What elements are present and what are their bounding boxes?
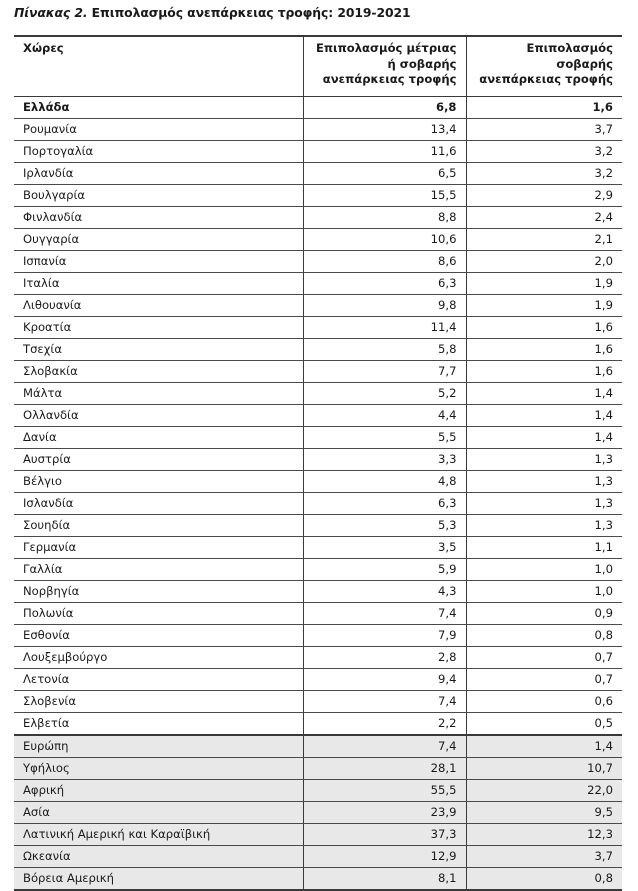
cell-severe: 3,2 bbox=[466, 140, 622, 162]
cell-country: Υφήλιος bbox=[14, 757, 303, 779]
table-row bbox=[14, 272, 622, 294]
cell-country: Πολωνία bbox=[14, 602, 303, 624]
cell-moderate-or-severe: 5,9 bbox=[303, 558, 466, 580]
table-row bbox=[14, 867, 622, 890]
table-row bbox=[14, 316, 622, 338]
cell-country: Λιθουανία bbox=[14, 294, 303, 316]
cell-country: Κροατία bbox=[14, 316, 303, 338]
column-header-moderate-or-severe: Επιπολασμός μέτριας ή σοβαρής ανεπάρκειας τροφής bbox=[303, 36, 466, 96]
table-row bbox=[14, 624, 622, 646]
cell-moderate-or-severe: 11,4 bbox=[303, 316, 466, 338]
cell-moderate-or-severe: 8,6 bbox=[303, 250, 466, 272]
cell-moderate-or-severe: 4,3 bbox=[303, 580, 466, 602]
table-row bbox=[14, 514, 622, 536]
cell-country: Νορβηγία bbox=[14, 580, 303, 602]
cell-moderate-or-severe: 6,5 bbox=[303, 162, 466, 184]
cell-severe: 3,7 bbox=[466, 845, 622, 867]
cell-moderate-or-severe: 10,6 bbox=[303, 228, 466, 250]
cell-moderate-or-severe: 8,1 bbox=[303, 867, 466, 890]
cell-severe: 1,6 bbox=[466, 96, 622, 118]
cell-moderate-or-severe: 6,3 bbox=[303, 492, 466, 514]
cell-country: Γερμανία bbox=[14, 536, 303, 558]
cell-severe: 0,8 bbox=[466, 624, 622, 646]
table-row bbox=[14, 118, 622, 140]
cell-moderate-or-severe: 7,9 bbox=[303, 624, 466, 646]
cell-severe: 2,9 bbox=[466, 184, 622, 206]
table-body bbox=[14, 96, 622, 890]
cell-severe: 3,2 bbox=[466, 162, 622, 184]
table-row bbox=[14, 206, 622, 228]
cell-moderate-or-severe: 5,8 bbox=[303, 338, 466, 360]
cell-country: Αφρική bbox=[14, 779, 303, 801]
cell-severe: 0,5 bbox=[466, 712, 622, 735]
cell-country: Λατινική Αμερική και Καραϊβική bbox=[14, 823, 303, 845]
cell-country: Σλοβενία bbox=[14, 690, 303, 712]
cell-moderate-or-severe: 7,4 bbox=[303, 602, 466, 624]
cell-country: Μάλτα bbox=[14, 382, 303, 404]
table-row bbox=[14, 404, 622, 426]
cell-moderate-or-severe: 28,1 bbox=[303, 757, 466, 779]
cell-country: Βέλγιο bbox=[14, 470, 303, 492]
cell-moderate-or-severe: 5,2 bbox=[303, 382, 466, 404]
table-row bbox=[14, 712, 622, 735]
cell-severe: 1,3 bbox=[466, 470, 622, 492]
cell-country: Ισπανία bbox=[14, 250, 303, 272]
cell-severe: 12,3 bbox=[466, 823, 622, 845]
cell-moderate-or-severe: 3,5 bbox=[303, 536, 466, 558]
table-row bbox=[14, 338, 622, 360]
cell-moderate-or-severe: 6,8 bbox=[303, 96, 466, 118]
table-row bbox=[14, 492, 622, 514]
cell-country: Ολλανδία bbox=[14, 404, 303, 426]
cell-severe: 0,7 bbox=[466, 668, 622, 690]
cell-moderate-or-severe: 7,7 bbox=[303, 360, 466, 382]
cell-country: Σλοβακία bbox=[14, 360, 303, 382]
cell-country: Ιταλία bbox=[14, 272, 303, 294]
cell-country: Αυστρία bbox=[14, 448, 303, 470]
cell-moderate-or-severe: 5,3 bbox=[303, 514, 466, 536]
cell-moderate-or-severe: 11,6 bbox=[303, 140, 466, 162]
table-row bbox=[14, 426, 622, 448]
cell-severe: 1,3 bbox=[466, 514, 622, 536]
cell-severe: 1,6 bbox=[466, 338, 622, 360]
cell-moderate-or-severe: 7,4 bbox=[303, 735, 466, 758]
cell-severe: 3,7 bbox=[466, 118, 622, 140]
cell-country: Ρουμανία bbox=[14, 118, 303, 140]
cell-moderate-or-severe: 2,8 bbox=[303, 646, 466, 668]
cell-severe: 1,9 bbox=[466, 272, 622, 294]
table-row bbox=[14, 294, 622, 316]
table-row bbox=[14, 162, 622, 184]
table-row bbox=[14, 690, 622, 712]
cell-country: Ασία bbox=[14, 801, 303, 823]
food-insecurity-table bbox=[14, 35, 622, 891]
cell-moderate-or-severe: 4,4 bbox=[303, 404, 466, 426]
table-row bbox=[14, 360, 622, 382]
table-header bbox=[14, 36, 622, 96]
cell-country: Ουγγαρία bbox=[14, 228, 303, 250]
cell-severe: 1,3 bbox=[466, 492, 622, 514]
cell-country: Λετονία bbox=[14, 668, 303, 690]
cell-moderate-or-severe: 3,3 bbox=[303, 448, 466, 470]
cell-severe: 1,9 bbox=[466, 294, 622, 316]
table-row bbox=[14, 823, 622, 845]
cell-moderate-or-severe: 2,2 bbox=[303, 712, 466, 735]
table-row bbox=[14, 536, 622, 558]
cell-moderate-or-severe: 55,5 bbox=[303, 779, 466, 801]
table-caption bbox=[14, 4, 624, 22]
cell-moderate-or-severe: 13,4 bbox=[303, 118, 466, 140]
cell-country: Ελλάδα bbox=[14, 96, 303, 118]
cell-moderate-or-severe: 15,5 bbox=[303, 184, 466, 206]
cell-moderate-or-severe: 6,3 bbox=[303, 272, 466, 294]
table-row bbox=[14, 228, 622, 250]
cell-country: Ισλανδία bbox=[14, 492, 303, 514]
cell-severe: 2,1 bbox=[466, 228, 622, 250]
cell-country: Σουηδία bbox=[14, 514, 303, 536]
table-row bbox=[14, 470, 622, 492]
cell-severe: 9,5 bbox=[466, 801, 622, 823]
table-row bbox=[14, 448, 622, 470]
cell-country: Ευρώπη bbox=[14, 735, 303, 758]
table-row bbox=[14, 580, 622, 602]
cell-severe: 2,0 bbox=[466, 250, 622, 272]
column-header-severe: Επιπολασμός σοβαρής ανεπάρκειας τροφής bbox=[466, 36, 622, 96]
table-row bbox=[14, 668, 622, 690]
table-row bbox=[14, 801, 622, 823]
cell-country: Δανία bbox=[14, 426, 303, 448]
cell-severe: 0,7 bbox=[466, 646, 622, 668]
table-row bbox=[14, 757, 622, 779]
cell-country: Βόρεια Αμερική bbox=[14, 867, 303, 890]
table-caption-label: Πίνακας 2. bbox=[14, 5, 88, 20]
cell-severe: 1,4 bbox=[466, 382, 622, 404]
cell-severe: 2,4 bbox=[466, 206, 622, 228]
table-row bbox=[14, 602, 622, 624]
cell-country: Λουξεμβούργο bbox=[14, 646, 303, 668]
table-row bbox=[14, 250, 622, 272]
cell-severe: 1,4 bbox=[466, 735, 622, 758]
table-row bbox=[14, 845, 622, 867]
food-insecurity-table-container bbox=[14, 35, 622, 891]
cell-severe: 1,0 bbox=[466, 580, 622, 602]
table-row bbox=[14, 735, 622, 758]
table-row bbox=[14, 779, 622, 801]
cell-severe: 1,4 bbox=[466, 404, 622, 426]
table-caption-text: Επιπολασμός ανεπάρκειας τροφής: 2019-2021 bbox=[87, 5, 411, 20]
table-row bbox=[14, 558, 622, 580]
cell-country: Ελβετία bbox=[14, 712, 303, 735]
cell-country: Γαλλία bbox=[14, 558, 303, 580]
cell-country: Ιρλανδία bbox=[14, 162, 303, 184]
cell-severe: 1,4 bbox=[466, 426, 622, 448]
cell-moderate-or-severe: 7,4 bbox=[303, 690, 466, 712]
cell-severe: 0,9 bbox=[466, 602, 622, 624]
table-row bbox=[14, 646, 622, 668]
cell-country: Φινλανδία bbox=[14, 206, 303, 228]
cell-severe: 0,6 bbox=[466, 690, 622, 712]
cell-moderate-or-severe: 9,8 bbox=[303, 294, 466, 316]
cell-country: Πορτογαλία bbox=[14, 140, 303, 162]
cell-moderate-or-severe: 5,5 bbox=[303, 426, 466, 448]
cell-moderate-or-severe: 23,9 bbox=[303, 801, 466, 823]
cell-moderate-or-severe: 9,4 bbox=[303, 668, 466, 690]
table-row bbox=[14, 140, 622, 162]
cell-severe: 1,0 bbox=[466, 558, 622, 580]
cell-country: Βουλγαρία bbox=[14, 184, 303, 206]
cell-severe: 1,6 bbox=[466, 316, 622, 338]
cell-severe: 1,3 bbox=[466, 448, 622, 470]
cell-severe: 0,8 bbox=[466, 867, 622, 890]
column-header-country: Χώρες bbox=[14, 36, 303, 96]
cell-moderate-or-severe: 4,8 bbox=[303, 470, 466, 492]
table-header-row bbox=[14, 36, 622, 96]
table-row bbox=[14, 184, 622, 206]
cell-country: Τσεχία bbox=[14, 338, 303, 360]
cell-severe: 1,1 bbox=[466, 536, 622, 558]
table-row bbox=[14, 96, 622, 118]
table-row bbox=[14, 382, 622, 404]
cell-moderate-or-severe: 37,3 bbox=[303, 823, 466, 845]
cell-moderate-or-severe: 12,9 bbox=[303, 845, 466, 867]
cell-moderate-or-severe: 8,8 bbox=[303, 206, 466, 228]
cell-severe: 22,0 bbox=[466, 779, 622, 801]
cell-country: Ωκεανία bbox=[14, 845, 303, 867]
cell-severe: 1,6 bbox=[466, 360, 622, 382]
cell-severe: 10,7 bbox=[466, 757, 622, 779]
cell-country: Εσθονία bbox=[14, 624, 303, 646]
